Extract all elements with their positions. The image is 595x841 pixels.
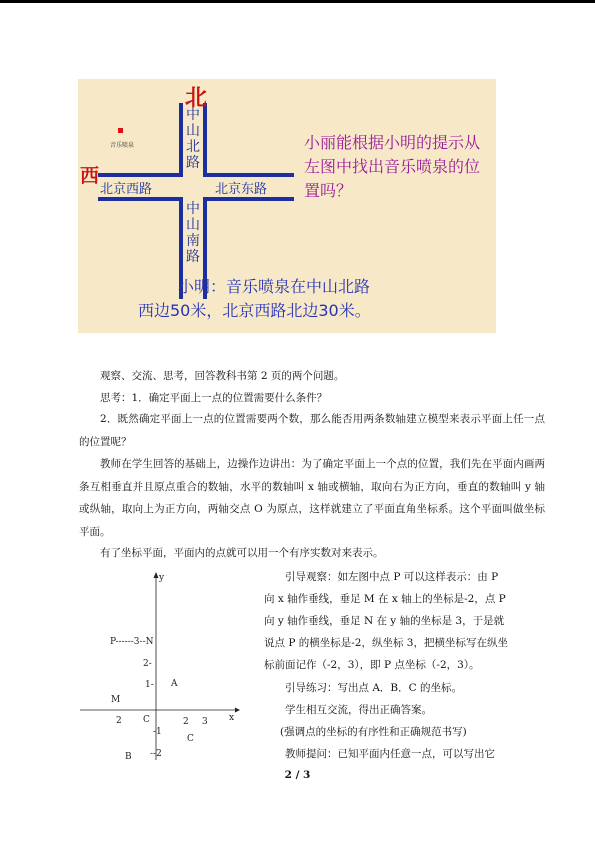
right-line-4: 说点 P 的横坐标是-2，纵坐标 3，把横坐标写在纵坐: [264, 637, 508, 649]
right-line-9: 教师提问：已知平面内任意一点，可以写出它: [285, 748, 495, 760]
fountain-label: 音乐喷泉: [110, 142, 135, 149]
y-tick-1: 1-: [145, 680, 154, 690]
x-axis-label: x: [229, 713, 235, 723]
y-tick-neg1: -1: [153, 727, 162, 737]
point-a: A: [171, 679, 178, 689]
beijing-west-label: 北京西路: [100, 182, 153, 197]
right-line-6: 引导练习：写出点 A．B．C 的坐标。: [285, 682, 463, 694]
north-label: 北: [185, 86, 208, 111]
y-tick-neg2: --2: [150, 749, 162, 759]
right-line-5: 标前面记作（-2，3），即 P 点坐标（-2，3）。: [264, 659, 480, 671]
text-line-2: 思考：1．确定平面上一点的位置需要什么条件？: [100, 392, 328, 404]
west-label: 西: [80, 165, 100, 187]
x-axis-arrow: [235, 708, 240, 713]
text-line-5: 有了坐标平面，平面内的点就可以用一个有序实数对来表示。: [100, 547, 384, 559]
right-line-8: (强调点的坐标的有序性和正确规范书写): [280, 726, 467, 738]
right-line-7: 学生相互交流，得出正确答案。: [285, 704, 432, 716]
point-c-upper: C: [143, 715, 150, 725]
right-line-2: 向 x 轴作垂线，垂足 M 在 x 轴上的坐标是-2，点 P: [264, 593, 506, 605]
x-tick-2: 2: [183, 717, 189, 727]
point-b: B: [125, 752, 132, 762]
point-m: M: [111, 695, 121, 705]
point-p-line: P------3--N: [110, 637, 154, 647]
answer-line-2: 西边50米，北京西路北边30米。: [138, 301, 371, 320]
page-number: 2 / 3: [284, 769, 311, 781]
text-paragraph-3: 2．既然确定平面上一点的位置需要两个数，那么能否用两条数轴建立模型来表示平面上任一点的位置呢？: [79, 413, 545, 448]
text-line-1: 观察、交流、思考，回答教科书第 2 页的两个问题。: [100, 370, 345, 382]
coordinate-sketch: [75, 568, 255, 768]
right-line-1: 引导观察：如左图中点 P 可以这样表示：由 P: [285, 571, 499, 583]
text-paragraph-4: 教师在学生回答的基础上，边操作边讲出：为了确定平面上一个点的位置，我们先在平面内画两条互相垂直并且原点重合的数轴，水平的数轴叫 x 轴或横轴，取向右为正方向，垂直的数轴叫 y 轴或纵轴，取向上为正方向，两轴交点 O 为原点，这样就建立了平面直角坐标系。这个平面叫做坐标平面。: [79, 458, 545, 538]
header-rule: [0, 0, 595, 3]
y-axis-arrow: [154, 572, 159, 578]
x-tick-3: 3: [202, 717, 208, 727]
zhongshan-south-label: 中山南路: [186, 201, 200, 265]
x-tick-neg2: 2: [116, 716, 122, 726]
right-line-3: 向 y 轴作垂线，垂足 N 在 y 轴的坐标是 3，于是就: [264, 615, 505, 627]
answer-line-1: 小明：音乐喷泉在中山北路: [178, 277, 371, 296]
zhongshan-north-label: 中山北路: [186, 107, 200, 171]
y-axis-label: y: [159, 573, 165, 583]
beijing-east-label: 北京东路: [215, 182, 268, 197]
y-tick-2: 2-: [143, 659, 152, 669]
question-text: 小丽能根据小明的提示从左图中找出音乐喷泉的位置吗？: [304, 133, 481, 200]
fountain-marker: [118, 128, 123, 133]
map-illustration: [78, 79, 496, 333]
zhongshan-road-edge: [203, 103, 207, 299]
point-c: C: [187, 734, 194, 744]
answer-text: [138, 275, 478, 323]
